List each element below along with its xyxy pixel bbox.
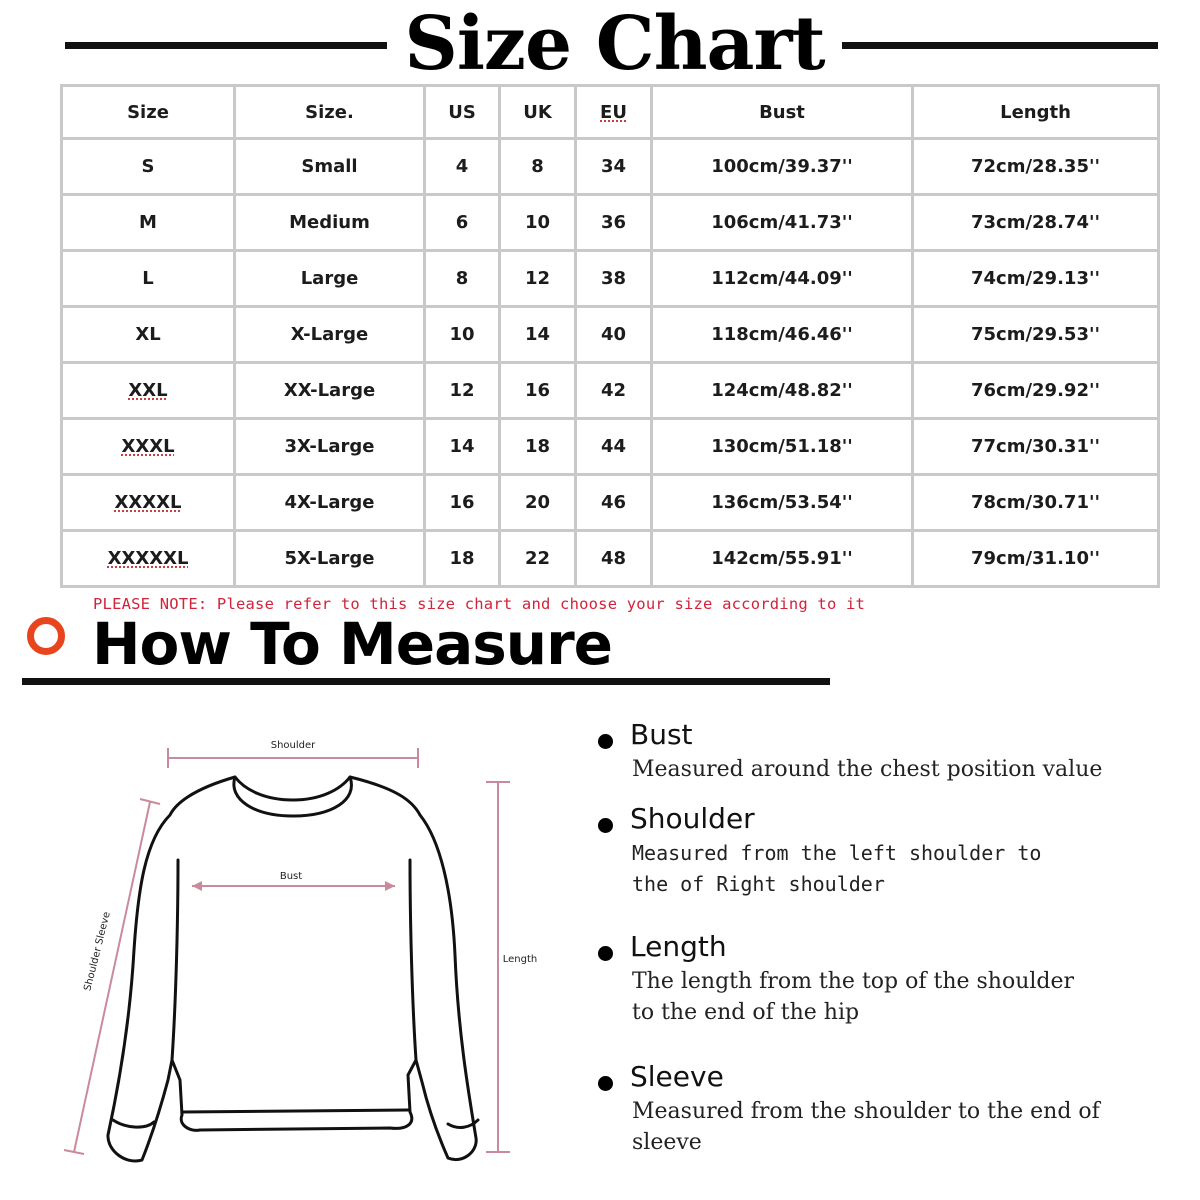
- size-note: PLEASE NOTE: Please refer to this size chart and choose your size according to it: [93, 595, 866, 613]
- cell-length: 78cm/30.71'': [913, 475, 1159, 531]
- cell-bust: 118cm/46.46'': [652, 307, 913, 363]
- cell-eu: 36: [576, 195, 652, 251]
- title-rule-left: [65, 42, 387, 49]
- cell-size: [62, 531, 235, 587]
- cell-bust: 112cm/44.09'': [652, 251, 913, 307]
- cell-bust: 100cm/39.37'': [652, 139, 913, 195]
- cell-size: [62, 363, 235, 419]
- definition-description: Measured from the shoulder to the end of sleeve: [632, 1099, 1100, 1155]
- definition-description: The length from the top of the shoulder to the end of the hip: [632, 969, 1075, 1025]
- cell-eu: 46: [576, 475, 652, 531]
- header-size: Size: [62, 86, 235, 139]
- how-to-measure-title: How To Measure: [92, 610, 613, 678]
- cell-us: 6: [425, 195, 500, 251]
- cell-size: S: [62, 139, 235, 195]
- header-us: US: [425, 86, 500, 139]
- bullet-icon: [598, 1076, 613, 1091]
- measurement-lines: [64, 748, 510, 1154]
- definition-description: Measured around the chest position value: [632, 757, 1103, 782]
- cell-size-name: Medium: [235, 195, 425, 251]
- cell-size-name: Small: [235, 139, 425, 195]
- cell-length: 72cm/28.35'': [913, 139, 1159, 195]
- cell-size-name: XX-Large: [235, 363, 425, 419]
- table-row: [62, 531, 1159, 587]
- table-header-row: [62, 86, 1159, 139]
- cell-eu: 48: [576, 531, 652, 587]
- cell-us: 12: [425, 363, 500, 419]
- size-code: XXXXL: [114, 492, 182, 513]
- cell-uk: 18: [500, 419, 576, 475]
- size-code: XXL: [128, 380, 168, 401]
- cell-size-name: 5X-Large: [235, 531, 425, 587]
- cell-bust: 124cm/48.82'': [652, 363, 913, 419]
- table-row: [62, 251, 1159, 307]
- definition-term: Sleeve: [630, 1060, 724, 1093]
- cell-us: 14: [425, 419, 500, 475]
- table-row: [62, 363, 1159, 419]
- cell-us: 16: [425, 475, 500, 531]
- cell-length: 77cm/30.31'': [913, 419, 1159, 475]
- definition-term: Length: [630, 930, 727, 963]
- cell-length: 75cm/29.53'': [913, 307, 1159, 363]
- table-row: [62, 195, 1159, 251]
- bullet-icon: [598, 946, 613, 961]
- cell-us: 18: [425, 531, 500, 587]
- table-row: [62, 139, 1159, 195]
- size-code: XXXXXL: [107, 548, 189, 569]
- cell-eu: 34: [576, 139, 652, 195]
- cell-uk: 8: [500, 139, 576, 195]
- bust-label: Bust: [279, 871, 303, 882]
- sweater-outline-icon: [108, 777, 478, 1161]
- cell-bust: 136cm/53.54'': [652, 475, 913, 531]
- cell-eu: 38: [576, 251, 652, 307]
- cell-bust: 106cm/41.73'': [652, 195, 913, 251]
- cell-us: 10: [425, 307, 500, 363]
- cell-uk: 20: [500, 475, 576, 531]
- cell-length: 73cm/28.74'': [913, 195, 1159, 251]
- cell-uk: 16: [500, 363, 576, 419]
- cell-size-name: Large: [235, 251, 425, 307]
- table-body: [62, 139, 1159, 587]
- header-bust: Bust: [652, 86, 913, 139]
- table-row: [62, 475, 1159, 531]
- cell-length: 76cm/29.92'': [913, 363, 1159, 419]
- shoulder-label: Shoulder: [270, 740, 316, 751]
- page-title: Size Chart: [404, 1, 825, 87]
- table-row: [62, 307, 1159, 363]
- size-table: [60, 84, 1160, 588]
- cell-us: 8: [425, 251, 500, 307]
- length-label: Length: [502, 954, 538, 965]
- definition-description: Measured from the left shoulder to the of Right shoulder: [632, 841, 1042, 896]
- how-to-measure-rule: [22, 678, 830, 685]
- definition-term: Shoulder: [630, 802, 755, 835]
- header-uk: UK: [500, 86, 576, 139]
- header-length: Length: [913, 86, 1159, 139]
- bullet-icon: [598, 734, 613, 749]
- cell-eu: 42: [576, 363, 652, 419]
- cell-bust: 130cm/51.18'': [652, 419, 913, 475]
- circle-bullet-icon: [27, 617, 65, 655]
- cell-size-name: 3X-Large: [235, 419, 425, 475]
- cell-size: [62, 475, 235, 531]
- size-code: XXXL: [121, 436, 175, 457]
- cell-length: 74cm/29.13'': [913, 251, 1159, 307]
- header-size-name: Size.: [235, 86, 425, 139]
- cell-length: 79cm/31.10'': [913, 531, 1159, 587]
- shoulder-sleeve-label: Shoulder Sleeve: [82, 910, 113, 993]
- title-rule-right: [842, 42, 1158, 49]
- cell-size: M: [62, 195, 235, 251]
- cell-size: XL: [62, 307, 235, 363]
- header-eu-label: EU: [600, 101, 627, 123]
- cell-uk: 14: [500, 307, 576, 363]
- cell-size-name: X-Large: [235, 307, 425, 363]
- cell-bust: 142cm/55.91'': [652, 531, 913, 587]
- cell-us: 4: [425, 139, 500, 195]
- cell-eu: 44: [576, 419, 652, 475]
- cell-uk: 22: [500, 531, 576, 587]
- bullet-icon: [598, 818, 613, 833]
- cell-uk: 12: [500, 251, 576, 307]
- header-eu: [576, 86, 652, 139]
- sweater-diagram: [50, 720, 560, 1180]
- table-row: [62, 419, 1159, 475]
- cell-size-name: 4X-Large: [235, 475, 425, 531]
- cell-size: L: [62, 251, 235, 307]
- cell-size: [62, 419, 235, 475]
- definition-term: Bust: [630, 718, 693, 751]
- cell-uk: 10: [500, 195, 576, 251]
- cell-eu: 40: [576, 307, 652, 363]
